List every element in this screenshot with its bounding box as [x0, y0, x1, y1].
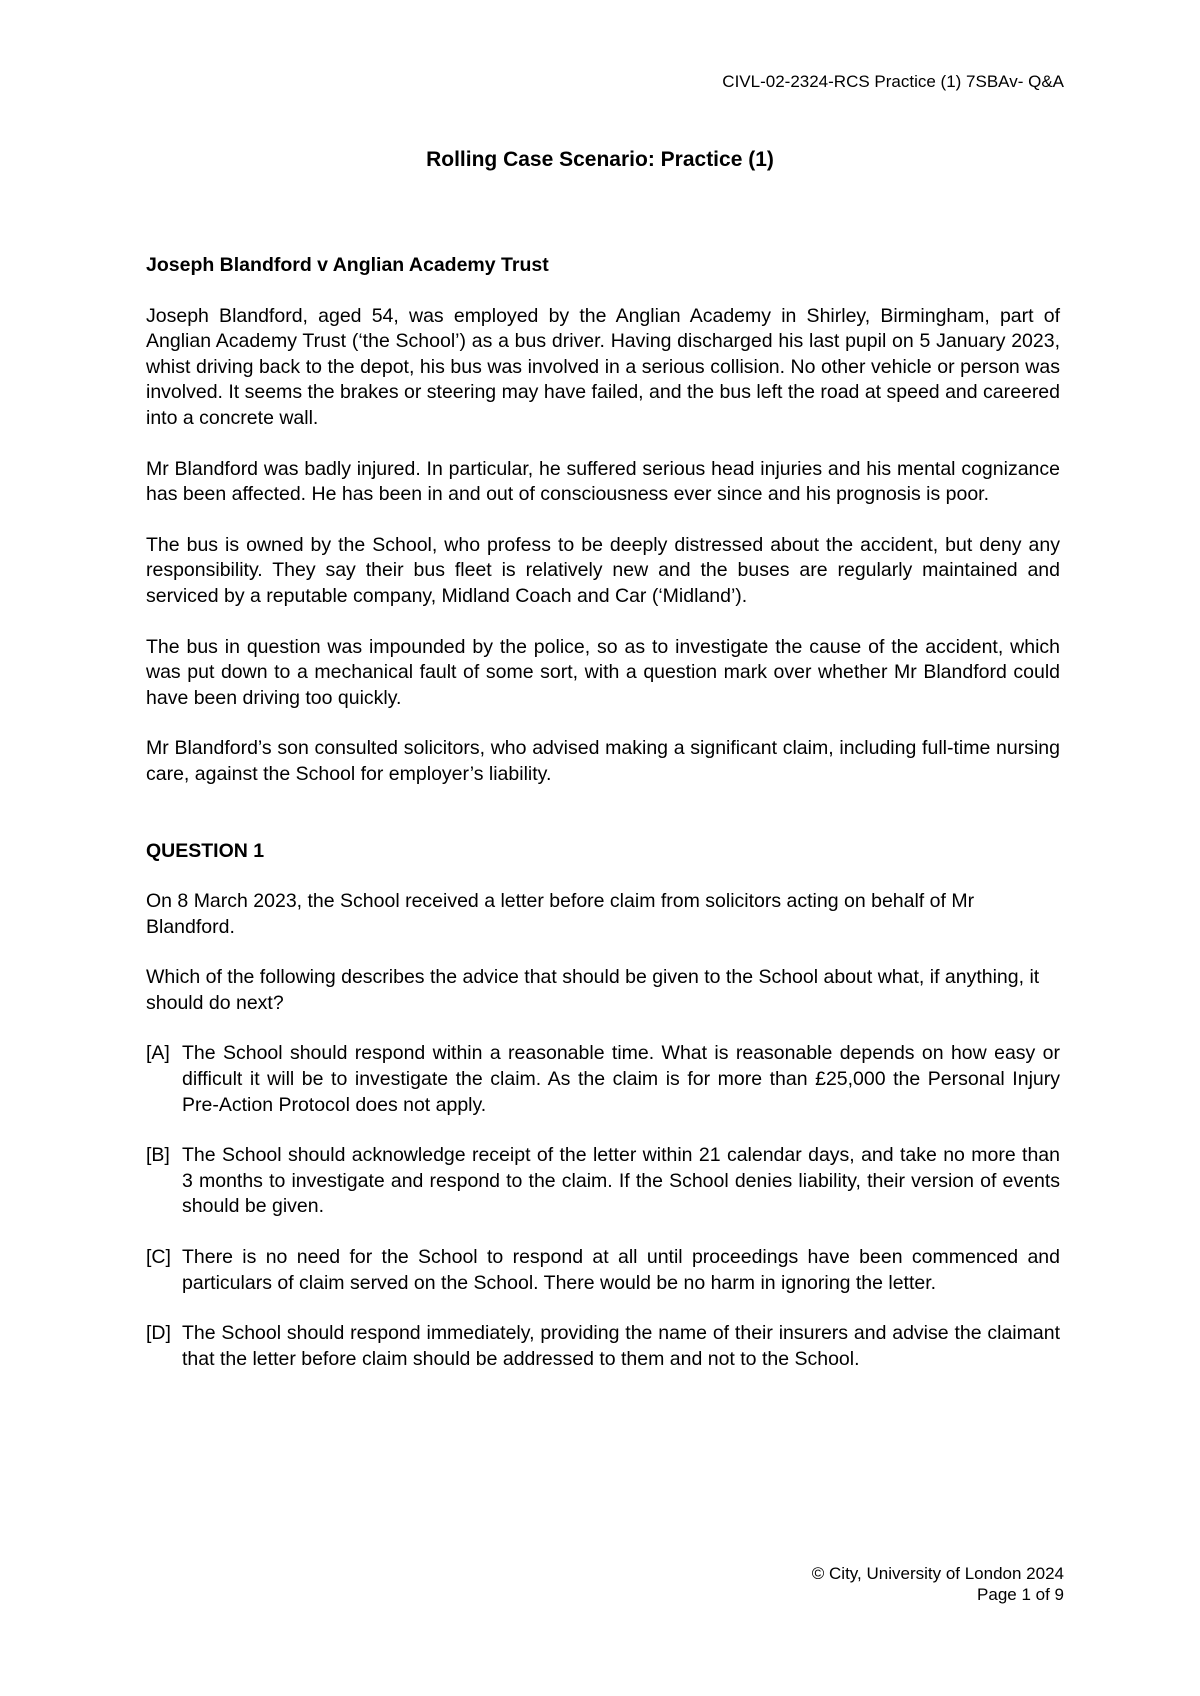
option-text: The School should acknowledge receipt of the letter within 21 calendar days, and take no more than 3 months to investigate and respond to the claim. If the School denies liability, their version of events should be given.	[182, 1144, 1060, 1218]
option-letter: [D]	[146, 1322, 171, 1345]
question-intro: On 8 March 2023, the School received a letter before claim from solicitors acting on behalf of Mr Blandford.	[146, 890, 975, 938]
case-heading: Joseph Blandford v Anglian Academy Trust	[146, 254, 549, 276]
option-text: The School should respond immediately, providing the name of their insurers and advise the claimant that the letter before claim should be addressed to them and not to the School.	[182, 1322, 1060, 1370]
answer-option-d	[146, 1321, 1060, 1372]
header-reference: CIVL-02-2324-RCS Practice (1) 7SBAv- Q&A	[722, 72, 1064, 91]
case-paragraph: The bus in question was impounded by the police, so as to investigate the cause of the accident, which was put down to a mechanical fault of some sort, with a question mark over whether Mr Blandford could have been driving too quickly.	[146, 635, 1060, 709]
option-text: There is no need for the School to respond at all until proceedings have been commenced and particulars of claim served on the School. There would be no harm in ignoring the letter.	[182, 1246, 1060, 1294]
question-prompt: Which of the following describes the advice that should be given to the School about what, if anything, it should do next?	[146, 966, 1040, 1014]
footer-copyright: © City, University of London 2024	[811, 1564, 1064, 1583]
option-letter: [C]	[146, 1246, 171, 1269]
answer-option-a	[146, 1041, 1060, 1118]
document-title: Rolling Case Scenario: Practice (1)	[426, 148, 774, 171]
answer-option-c	[146, 1245, 1060, 1296]
document-body	[146, 253, 1060, 1397]
option-letter: [B]	[146, 1144, 170, 1167]
footer-page-number: Page 1 of 9	[977, 1585, 1064, 1604]
case-paragraph: Mr Blandford was badly injured. In particular, he suffered serious head injuries and his mental cognizance has been affected. He has been in and out of consciousness ever since and his prognosis is poor.	[146, 457, 1060, 506]
option-text: The School should respond within a reasonable time. What is reasonable depends on how easy or difficult it will be to investigate the claim. As the claim is for more than £25,000 the Personal Injury Pre-Action Protocol does not apply.	[182, 1042, 1060, 1116]
case-paragraph: Joseph Blandford, aged 54, was employed by the Anglian Academy in Shirley, Birmingham, part of Anglian Academy Trust (‘the School’) as a bus driver. Having discharged his last pupil on 5 January 2023, whist driving back to the depot, his bus was involved in a serious collision. No other vehicle or person was involved. It seems the brakes or steering may have failed, and the bus left the road at speed and careered into a concrete wall.	[146, 304, 1060, 429]
question-heading: QUESTION 1	[146, 839, 265, 862]
answer-option-b	[146, 1143, 1060, 1220]
page-footer	[812, 1563, 1064, 1605]
case-paragraph: Mr Blandford’s son consulted solicitors, who advised making a significant claim, including full-time nursing care, against the School for employer’s liability.	[146, 737, 1060, 785]
case-paragraph: The bus is owned by the School, who profess to be deeply distressed about the accident, but deny any responsibility. They say their bus fleet is relatively new and the buses are regularly maintained and serviced by a reputable company, Midland Coach and Car (‘Midland’).	[146, 533, 1060, 607]
option-letter: [A]	[146, 1042, 170, 1065]
